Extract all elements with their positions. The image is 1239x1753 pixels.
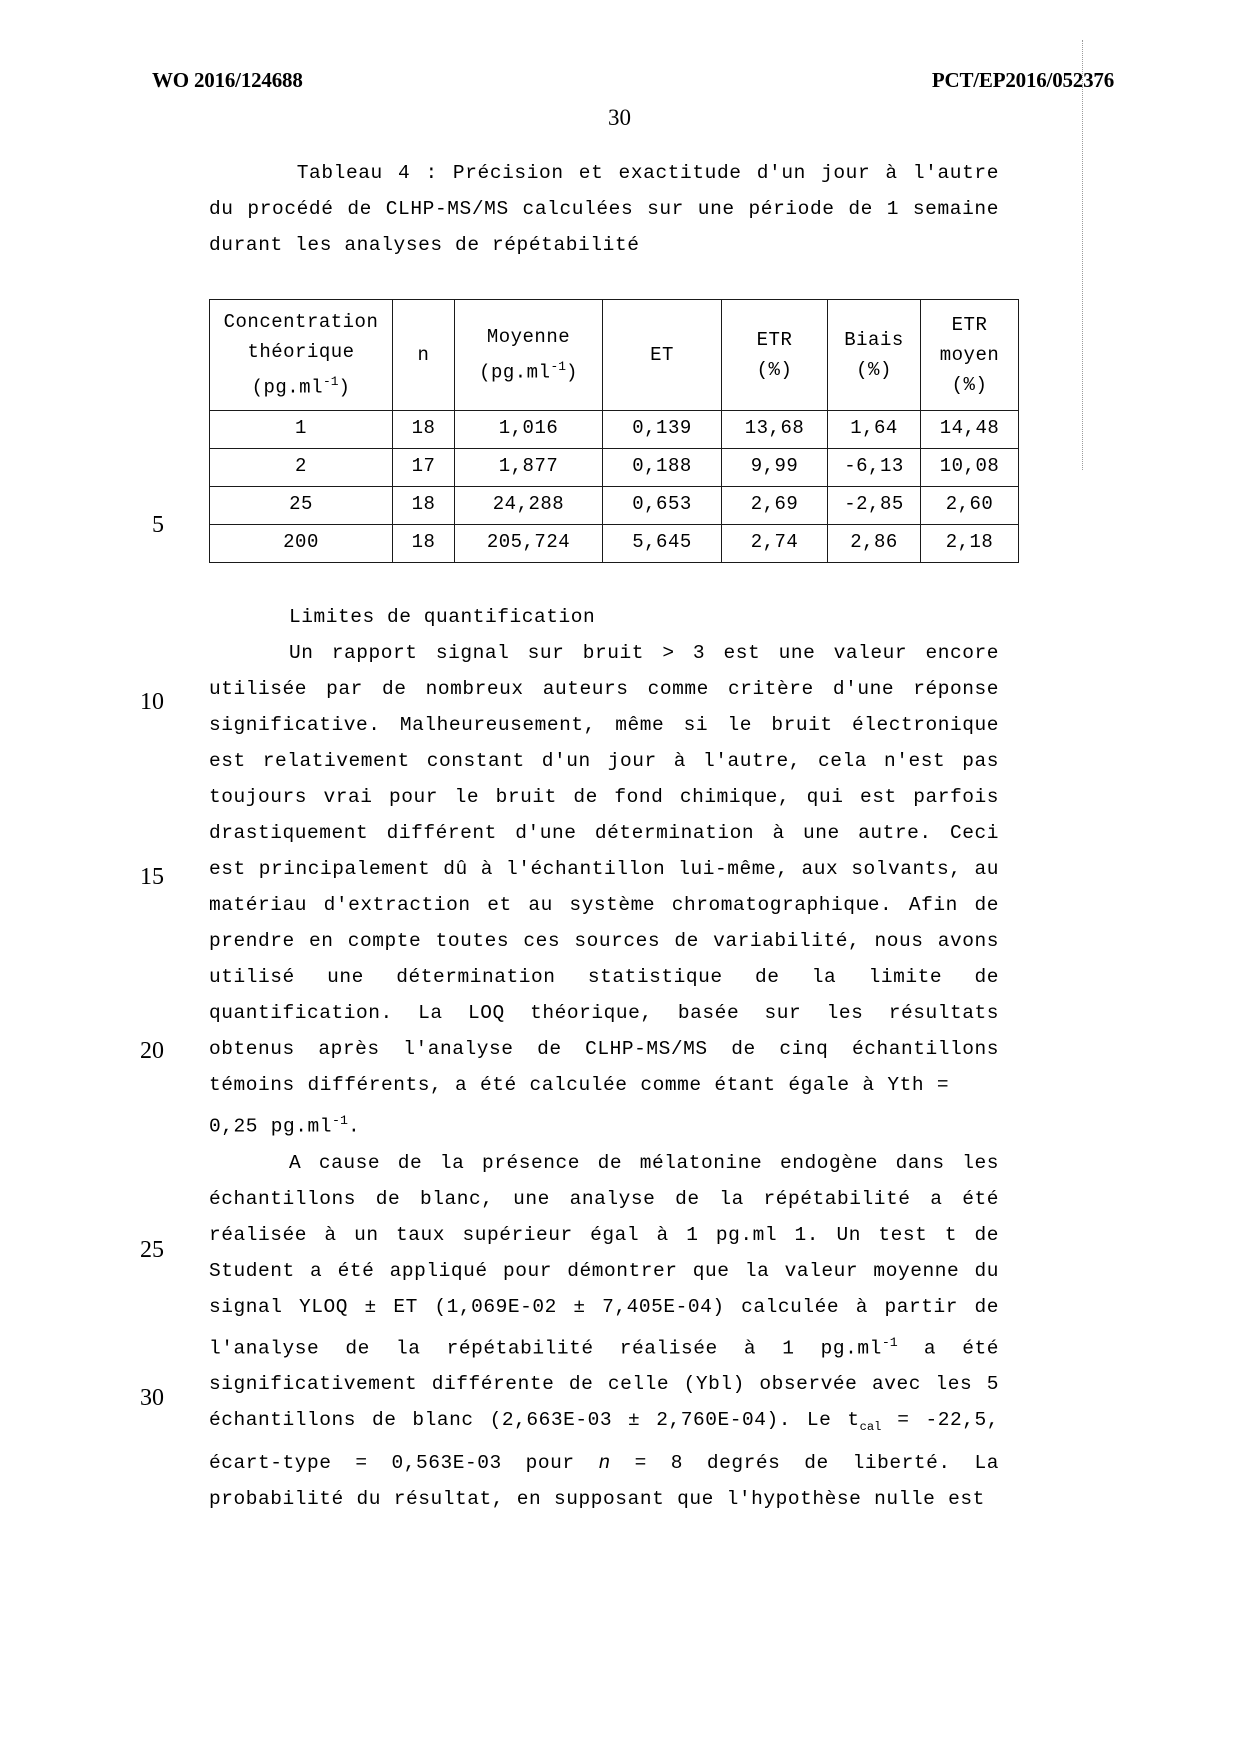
column-header-et [603,300,722,411]
column-header-etr-moyen [921,300,1019,411]
table-row [210,487,1019,525]
paragraph-2-text-a: A cause de la présence de mélatonine endogène dans les échantillons de blanc, une analyse de la répétabilité a été réalisée à un taux supérieur égal à 1 pg.ml 1. Un test t de Student a été appliqué pour démontrer que la valeur moyenne du signal YLOQ ± ET (1,069E-02 ± 7,405E-04) calculée à partir de l'analyse de la répétabilité réalisée à 1 pg.ml [209,1151,999,1359]
table-4-wrapper [209,299,999,563]
table-4 [209,299,1019,563]
paragraph-2-text-c: = -22,5, écart-type = 0,563E-03 pour [209,1409,999,1474]
header-text-biais: Biais [844,329,904,351]
paragraph-melatonine-endogene [209,1145,999,1517]
line-number-15: 15 [140,864,164,890]
header-text-etr-moyen-pct: (%) [951,374,988,396]
header-text-concentration: Concentration [223,311,379,334]
paragraph-2-text-d: = 8 degrés de liberté. La probabilité du résultat, en supposant que l'hypothèse nulle est [209,1451,999,1510]
yth-period: . [347,1115,361,1138]
cell-et: 0,188 [603,449,722,487]
section-heading-limites [209,599,999,635]
unit-exponent: -1 [323,374,339,390]
unit-close: ) [566,361,578,384]
header-text-etr-pct: (%) [756,359,793,381]
cell-et: 0,139 [603,411,722,449]
tcal-subscript: cal [859,1419,882,1434]
cell-biais: 1,64 [828,411,921,449]
cell-etr: 13,68 [722,411,828,449]
unit-exponent: -1 [550,359,566,375]
cell-etr: 9,99 [722,449,828,487]
cell-n: 17 [393,449,455,487]
cell-moyenne: 1,877 [455,449,603,487]
cell-etr-moyen: 10,08 [921,449,1019,487]
cell-concentration: 2 [210,449,393,487]
cell-concentration: 200 [210,525,393,563]
application-number: PCT/EP2016/052376 [931,68,1114,92]
cell-etr: 2,74 [722,525,828,563]
cell-etr: 2,69 [722,487,828,525]
cell-etr-moyen: 2,60 [921,487,1019,525]
table-caption-line-3: durant les analyses de répétabilité [209,234,640,256]
column-header-moyenne [455,300,603,411]
table-row [210,525,1019,563]
unit-open: (pg.ml [251,376,323,399]
column-header-concentration [210,300,393,411]
header-text-etr-moyen-1: ETR [951,314,988,336]
unit-open: (pg.ml [479,361,551,384]
cell-n: 18 [393,487,455,525]
publication-number: WO 2016/124688 [152,68,303,92]
header-text-theorique: théorique [247,341,355,364]
header-text-n: n [417,344,430,366]
line-number-10: 10 [140,689,164,715]
cell-concentration: 25 [210,487,393,525]
column-header-n [393,300,455,411]
paragraph-quantification-limits [209,635,999,1103]
cell-etr-moyen: 14,48 [921,411,1019,449]
cell-concentration: 1 [210,411,393,449]
section-heading-text: Limites de quantification [288,606,596,628]
cell-etr-moyen: 2,18 [921,525,1019,563]
yth-value: 0,25 pg.ml [209,1115,333,1138]
unit-close: ) [338,376,351,399]
cell-et: 5,645 [603,525,722,563]
cell-moyenne: 24,288 [455,487,603,525]
cell-n: 18 [393,525,455,563]
page-edge-rule [1082,40,1083,470]
yth-unit-exponent: -1 [332,1113,348,1128]
paragraph-1-text: Un rapport signal sur bruit > 3 est une valeur encore utilisée par de nombreux auteurs comme critère d'une réponse significative. Malheureusement, même si le bruit électronique est relativement constant d'un jour à l'autre, cela n'est pas toujours vrai pour le bruit de fond chimique, qui est parfois drastiquement différent d'une détermination à une autre. Ceci est principalement dû à l'échantillon lui-même, aux solvants, au matériau d'extraction et au système chromatographique. Afin de prendre en compte toutes ces sources de variabilité, nous avons utilisé une détermination statistique de la limite de quantification. La LOQ théorique, basée sur les résultats obtenus après l'analyse de CLHP-MS/MS de cinq échantillons témoins différents, a été calculée comme étant égale à Yth = [209,642,999,1096]
page-content [209,155,999,1517]
column-header-etr [722,300,828,411]
paragraph-2-text-b: a été significativement différente de celle (Ybl) observée avec les 5 échantillons de blanc (2,663E-03 ± 2,760E-04). Le t [209,1337,999,1431]
header-text-etr: ETR [756,329,793,351]
header-text-etr-moyen-2: moyen [939,344,1000,366]
cell-et: 0,653 [603,487,722,525]
cell-moyenne: 205,724 [455,525,603,563]
degrees-of-freedom-symbol: n [598,1451,611,1474]
cell-moyenne: 1,016 [455,411,603,449]
line-number-5: 5 [152,512,164,538]
header-text-moyenne-unit [455,352,602,387]
cell-biais: 2,86 [828,525,921,563]
cell-n: 18 [393,411,455,449]
column-header-biais [828,300,921,411]
table-caption-line-1: Tableau 4 : Précision et exactitude d'un jour à l'autre du [209,162,999,220]
header-text-biais-pct: (%) [856,359,892,381]
header-text-et: ET [650,344,674,366]
page-header [152,68,1114,93]
cell-biais: -6,13 [828,449,921,487]
header-text-concentration-unit [210,367,392,402]
table-row [210,449,1019,487]
table-row [210,411,1019,449]
table-caption [209,155,999,263]
spacer-after-table [209,563,999,599]
cell-biais: -2,85 [828,487,921,525]
pgml-exponent: -1 [881,1334,898,1350]
paragraph-1-tail [209,1103,999,1145]
line-number-30: 30 [140,1385,164,1411]
line-number-20: 20 [140,1038,164,1064]
table-caption-line-2: procédé de CLHP-MS/MS calculées sur une période de 1 semaine [247,198,999,220]
page-number: 30 [608,105,631,130]
line-number-25: 25 [140,1237,164,1263]
header-text-moyenne: Moyenne [486,326,571,349]
table-header-row [210,300,1019,411]
